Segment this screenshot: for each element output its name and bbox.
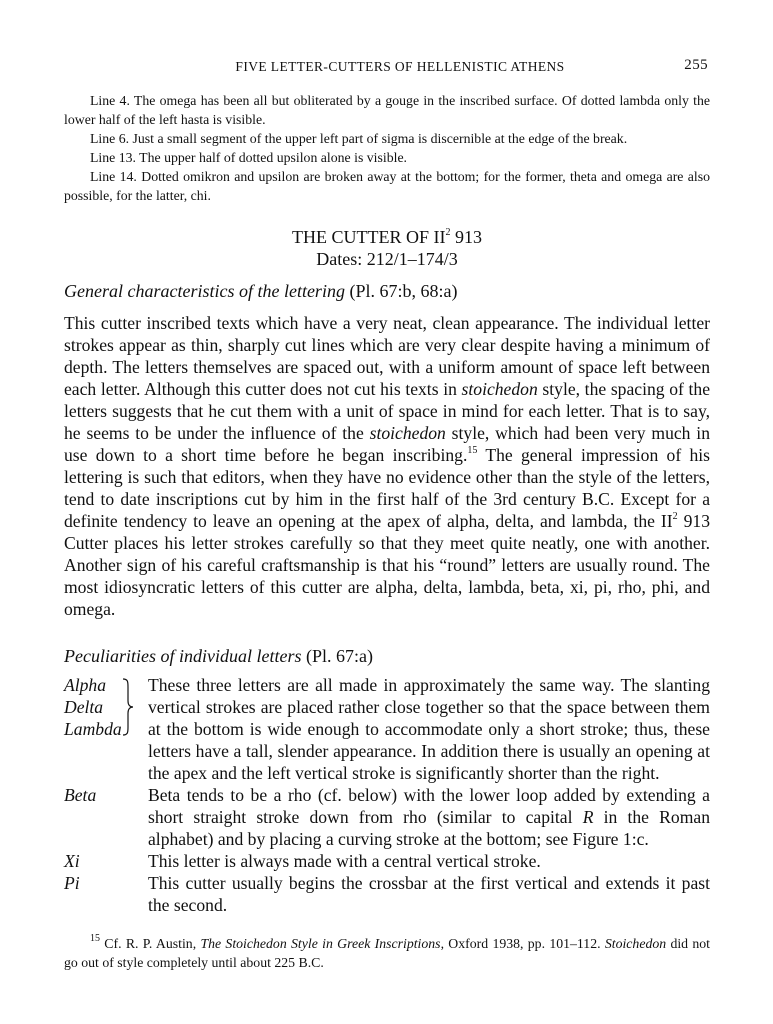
page-number: 255 (684, 57, 708, 73)
section-title-sup: 2 (445, 227, 451, 238)
para-text-2: style, the spacing of the letters suggests that he cut them with a unit of space in mind for each letter. That is to say, he seems to be under the influence of the (64, 379, 711, 443)
footnote-number: 15 (90, 933, 100, 945)
letter-entry-alpha-delta-lambda (64, 674, 710, 784)
running-head-title: FIVE LETTER-CUTTERS OF HELLENISTIC ATHENS (235, 59, 565, 74)
general-characteristics-heading (64, 280, 710, 302)
note-line-6: Line 6. Just a small segment of the upper left part of sigma is discernible at the edge of the break. (90, 131, 628, 146)
peculiarities-heading (64, 645, 710, 667)
section-dates: Dates: 212/1–174/3 (316, 249, 458, 269)
letter-desc-beta (148, 784, 710, 850)
letter-desc-xi: This letter is always made with a central vertical stroke. (148, 851, 541, 871)
letter-entry-beta (64, 784, 710, 850)
footnote-bc-abbrev: B.C. (298, 955, 324, 970)
letter-name-lambda: Lambda (64, 719, 122, 739)
para-text-1: This cutter inscribed texts which have a very neat, clean appearance. The individual letter strokes appear as thin, sharply cut lines which are very clear despite having a minimum of depth. The letters themselves are spaced out, with a uniform amount of space left between each letter. Although this cutter does not cut his texts in (64, 313, 710, 399)
footnote-text-3: did not go out of style completely until about 225 (64, 936, 710, 970)
footnote-text-1: Cf. R. P. Austin, (100, 936, 201, 951)
peculiarities-heading-plates: (Pl. 67:a) (301, 646, 373, 666)
bc-abbrev: B.C. (581, 489, 615, 509)
footnote-reference[interactable]: 15 (467, 445, 478, 457)
para-text-6: 913 Cutter places his letter strokes carefully so that they meet quite neatly, one with another. Another sign of his careful craftsmanship is that his “round” letters are usually round. The most idiosyncratic letters of this cutter are alpha, delta, lambda, beta, xi, pi, rho, phi, and omega. (64, 511, 710, 619)
letter-name-beta: Beta (64, 785, 97, 805)
general-heading-italic: General characteristics of the lettering (64, 281, 345, 301)
letter-name-pi: Pi (64, 873, 80, 893)
right-brace-icon (121, 678, 135, 736)
letter-list (64, 674, 710, 916)
footnote-book-title: The Stoichedon Style in Greek Inscriptions (200, 936, 441, 951)
letter-entry-xi (64, 850, 710, 872)
apparatus-notes (64, 91, 710, 205)
section-heading (64, 226, 710, 270)
peculiarities-heading-italic: Peculiarities of individual letters (64, 646, 302, 666)
para-text-3: style, which had been very much in use down to a short time before he began inscribing. (64, 423, 710, 465)
beta-text-1: Beta tends to be a rho (cf. below) with the lower loop added by extending a short straight stroke down from rho (similar to capital (148, 785, 710, 827)
note-line-4: Line 4. The omega has been all but obliterated by a gouge in the inscribed surface. Of dotted lambda only the lower half of the left hasta is visible. (64, 93, 710, 127)
letter-name-delta: Delta (64, 697, 104, 717)
para-text-4: The general impression of his lettering is such that editors, when they have no evidence other than the style of the letters, tend to date inscriptions cut by him in the first half of the 3rd century (64, 445, 710, 509)
letter-name-alpha: Alpha (64, 675, 107, 695)
note-line-13: Line 13. The upper half of dotted upsilon alone is visible. (90, 150, 408, 165)
stoichedon-term: stoichedon (461, 379, 538, 399)
letter-name-xi: Xi (64, 851, 80, 871)
stoichedon-term: stoichedon (369, 423, 446, 443)
beta-capital-r: R (582, 807, 594, 827)
running-head (64, 56, 710, 76)
section-title (64, 226, 710, 248)
footnote-stoichedon: Stoichedon (604, 936, 667, 951)
beta-text-2: in the Roman alphabet) and by placing a curving stroke at the bottom; see Figure 1:c. (148, 807, 710, 849)
general-heading-plates: (Pl. 67:b, 68:a) (344, 281, 458, 301)
footnote-15 (64, 934, 710, 972)
page (64, 56, 710, 972)
note-line-14: Line 14. Dotted omikron and upsilon are broken away at the bottom; for the former, theta and omega are also possible, for the latter, chi. (64, 169, 710, 203)
letter-desc-alpha-delta-lambda: These three letters are all made in approximately the same way. The slanting vertical strokes are placed rather close together so that the space between them at the bottom is wide enough to accommodate only a short stroke; thus, these letters have a tall, slender appearance. In addition there is usually an opening at the apex and the left vertical stroke is significantly shorter than the right. (148, 675, 710, 783)
general-characteristics-paragraph (64, 312, 710, 620)
section-title-number: 913 (450, 227, 482, 247)
footnote-text-2: , Oxford 1938, pp. 101–112. (440, 936, 605, 951)
letter-names-group (64, 674, 148, 740)
section-title-text: THE CUTTER OF II (292, 227, 446, 247)
letter-entry-pi (64, 872, 710, 916)
ii-superscript: 2 (672, 511, 678, 523)
para-text-5: Except for a definite tendency to leave an opening at the apex of alpha, delta, and lambda, the II (64, 489, 710, 531)
letter-desc-pi: This cutter usually begins the crossbar at the first vertical and extends it past the second. (148, 873, 710, 915)
